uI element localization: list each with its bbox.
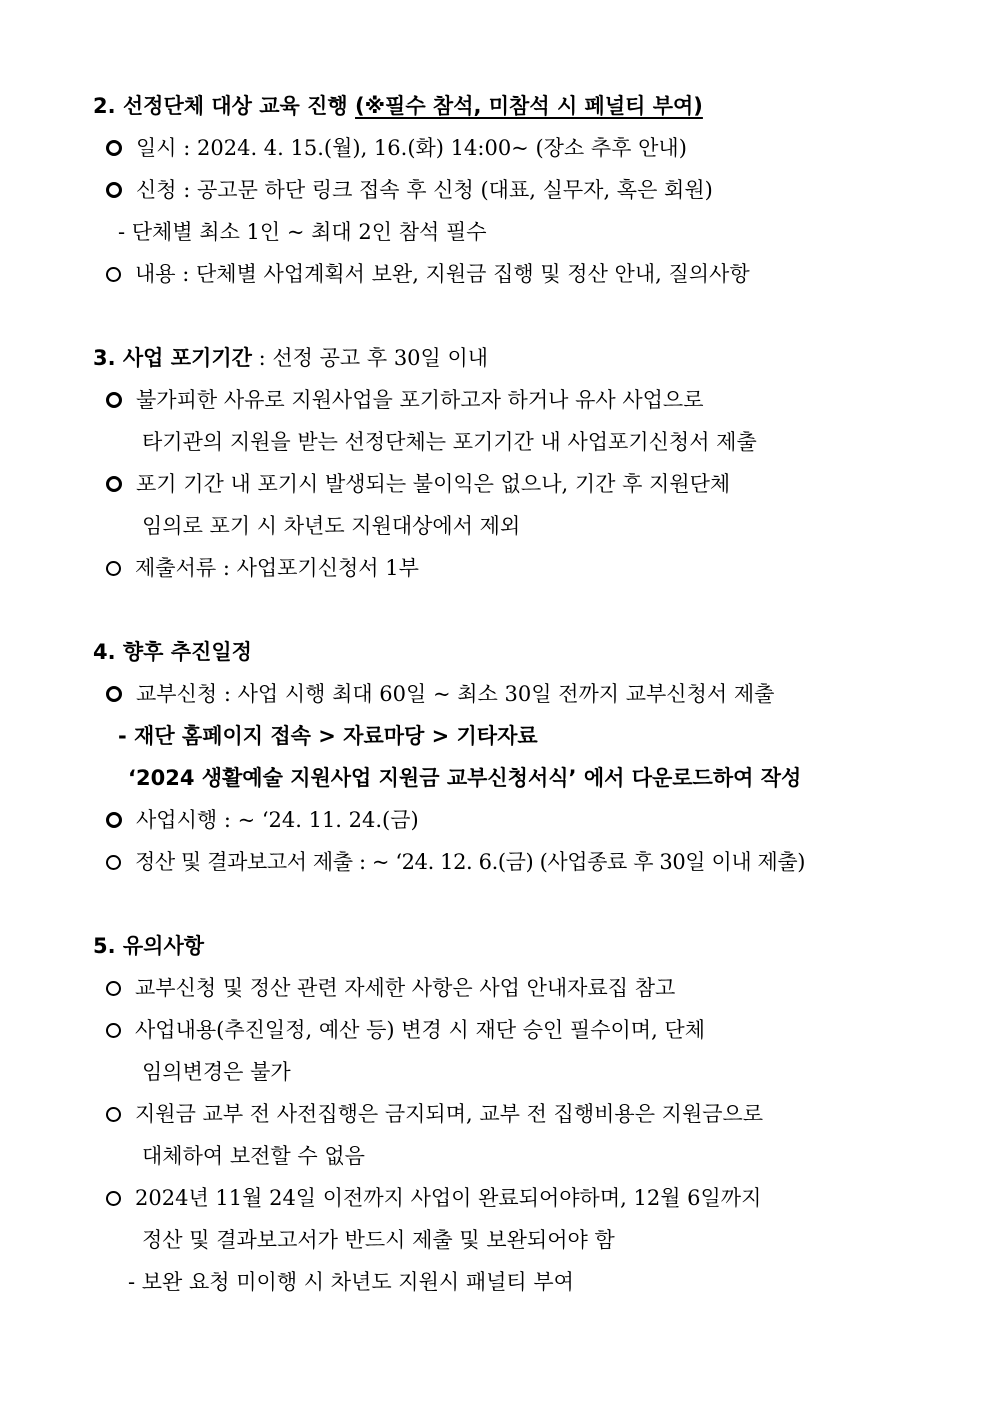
sub-item: - 단체별 최소 1인 ~ 최대 2인 참석 필수: [118, 220, 487, 244]
sub-item: - 보완 요청 미이행 시 차년도 지원시 패널티 부여: [128, 1270, 574, 1294]
circle-bullet-icon: [106, 561, 121, 576]
list-item-text: 제출서류 : 사업포기신청서 1부: [135, 556, 419, 580]
list-item-continuation: 임의로 포기 시 차년도 지원대상에서 제외: [142, 514, 521, 538]
list-item-text: 일시 : 2024. 4. 15.(월), 16.(화) 14:00~ (장소 추후 안내): [136, 136, 687, 160]
list-item: [106, 1183, 761, 1213]
section-4-heading: 4. 향후 추진일정: [93, 640, 252, 664]
circle-bullet-icon: [106, 140, 122, 156]
list-item: [106, 679, 774, 709]
list-item-text: 지원금 교부 전 사전집행은 금지되며, 교부 전 집행비용은 지원금으로: [135, 1102, 764, 1126]
circle-bullet-icon: [106, 1107, 121, 1122]
list-item: [106, 553, 419, 583]
list-item: [106, 175, 713, 205]
circle-bullet-icon: [106, 855, 121, 870]
list-item-text: 포기 기간 내 포기시 발생되는 불이익은 없으나, 기간 후 지원단체: [136, 472, 731, 496]
section-2-note: (※필수 참석, 미참석 시 페널티 부여): [355, 94, 703, 118]
list-item: [106, 805, 419, 835]
section-3-period: : 선정 공고 후 30일 이내: [251, 346, 489, 370]
circle-bullet-icon: [106, 476, 122, 492]
list-item-text: 정산 및 결과보고서 제출 : ~ ‘24. 12. 6.(금) (사업종료 후 30일 이내 제출): [135, 850, 806, 874]
section-5-heading: 5. 유의사항: [93, 934, 205, 958]
sub-item-continuation: ‘2024 생활예술 지원사업 지원금 교부신청서식’ 에서 다운로드하여 작성: [128, 766, 802, 790]
circle-bullet-icon: [106, 1023, 121, 1038]
circle-bullet-icon: [106, 981, 121, 996]
section-2-heading: [93, 91, 703, 121]
circle-bullet-icon: [106, 812, 122, 828]
list-item-text: 교부신청 : 사업 시행 최대 60일 ~ 최소 30일 전까지 교부신청서 제출: [136, 682, 775, 706]
section-3-title: 3. 사업 포기기간: [93, 346, 252, 370]
list-item: [106, 1099, 763, 1129]
list-item: [106, 133, 687, 163]
list-item: [106, 259, 750, 289]
section-3-heading: [93, 343, 488, 373]
sub-item: - 재단 홈페이지 접속 > 자료마당 > 기타자료: [118, 724, 538, 748]
list-item-text: 교부신청 및 정산 관련 자세한 사항은 사업 안내자료집 참고: [135, 976, 676, 1000]
circle-bullet-icon: [106, 267, 121, 282]
list-item-text: 내용 : 단체별 사업계획서 보완, 지원금 집행 및 정산 안내, 질의사항: [135, 262, 750, 286]
list-item: [106, 1015, 705, 1045]
list-item-text: 사업내용(추진일정, 예산 등) 변경 시 재단 승인 필수이며, 단체: [135, 1018, 706, 1042]
list-item: [106, 385, 704, 415]
list-item-text: 2024년 11월 24일 이전까지 사업이 완료되어야하며, 12월 6일까지: [135, 1186, 762, 1210]
list-item-continuation: 임의변경은 불가: [142, 1060, 291, 1084]
list-item: [106, 469, 730, 499]
list-item-continuation: 타기관의 지원을 받는 선정단체는 포기기간 내 사업포기신청서 제출: [142, 430, 757, 454]
list-item: [106, 847, 805, 877]
list-item: [106, 973, 675, 1003]
list-item-text: 사업시행 : ~ ‘24. 11. 24.(금): [136, 808, 419, 832]
circle-bullet-icon: [106, 392, 122, 408]
list-item-continuation: 정산 및 결과보고서가 반드시 제출 및 보완되어야 함: [142, 1228, 615, 1252]
circle-bullet-icon: [106, 686, 122, 702]
circle-bullet-icon: [106, 1191, 121, 1206]
section-2-title: 2. 선정단체 대상 교육 진행: [93, 94, 356, 118]
list-item-text: 불가피한 사유로 지원사업을 포기하고자 하거나 유사 사업으로: [136, 388, 704, 412]
list-item-text: 신청 : 공고문 하단 링크 접속 후 신청 (대표, 실무자, 혹은 회원): [136, 178, 713, 202]
circle-bullet-icon: [106, 182, 122, 198]
list-item-continuation: 대체하여 보전할 수 없음: [142, 1144, 365, 1168]
